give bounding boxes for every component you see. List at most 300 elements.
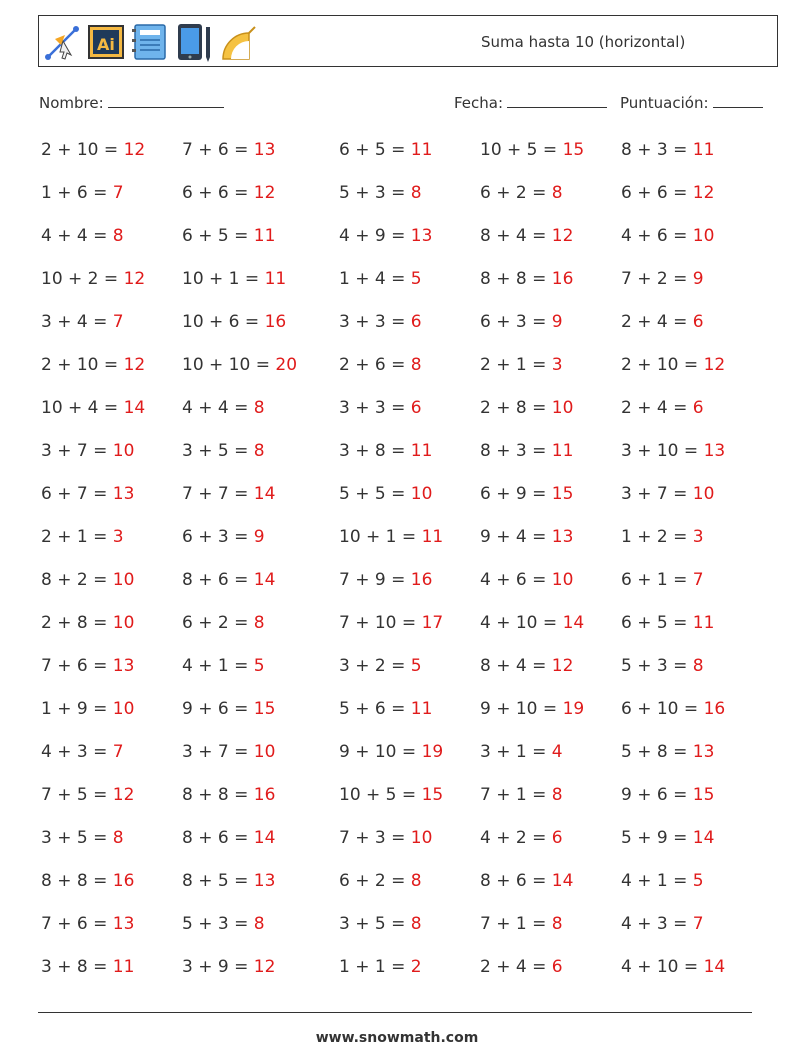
- problem-cell: [621, 183, 714, 203]
- problem-cell: [182, 914, 265, 934]
- problem-cell: [182, 527, 265, 547]
- problem-question: 7 + 7 =: [182, 484, 254, 504]
- problem-cell: [339, 355, 422, 375]
- problem-cell: [182, 226, 275, 246]
- problem-question: 7 + 9 =: [339, 570, 411, 590]
- problem-answer: 12: [253, 183, 276, 203]
- problem-answer: 10: [410, 828, 433, 848]
- problem-answer: 16: [253, 785, 276, 805]
- problem-question: 5 + 9 =: [621, 828, 693, 848]
- problem-question: 8 + 8 =: [41, 871, 113, 891]
- problem-question: 10 + 5 =: [480, 140, 563, 160]
- problem-question: 3 + 8 =: [41, 957, 113, 977]
- problem-answer: 6: [551, 828, 563, 848]
- problem-answer: 10: [692, 484, 715, 504]
- problem-answer: 15: [562, 140, 585, 160]
- problem-answer: 11: [410, 140, 433, 160]
- problem-question: 2 + 1 =: [41, 527, 113, 547]
- problem-cell: [41, 140, 145, 160]
- problem-cell: [182, 312, 286, 332]
- problem-cell: [480, 699, 584, 719]
- problem-question: 4 + 3 =: [621, 914, 693, 934]
- score-field[interactable]: [620, 93, 763, 112]
- problem-question: 3 + 7 =: [182, 742, 254, 762]
- problem-answer: 10: [112, 441, 135, 461]
- problem-answer: 2: [410, 957, 422, 977]
- problem-question: 2 + 8 =: [480, 398, 552, 418]
- problem-cell: [480, 871, 573, 891]
- problem-cell: [621, 785, 714, 805]
- problem-cell: [41, 871, 134, 891]
- problem-question: 8 + 5 =: [182, 871, 254, 891]
- problem-cell: [339, 957, 422, 977]
- problem-cell: [182, 656, 265, 676]
- problem-cell: [182, 398, 265, 418]
- problem-answer: 3: [112, 527, 124, 547]
- problem-answer: 13: [112, 914, 135, 934]
- problem-question: 9 + 6 =: [182, 699, 254, 719]
- problem-question: 6 + 1 =: [621, 570, 693, 590]
- problem-cell: [621, 226, 714, 246]
- problem-question: 6 + 3 =: [480, 312, 552, 332]
- problem-cell: [41, 828, 124, 848]
- problem-cell: [339, 613, 443, 633]
- problem-question: 3 + 5 =: [41, 828, 113, 848]
- problem-answer: 16: [410, 570, 433, 590]
- problem-question: 4 + 1 =: [182, 656, 254, 676]
- problem-row: [41, 613, 761, 656]
- problem-row: [41, 957, 761, 1000]
- problem-row: [41, 312, 761, 355]
- problem-question: 4 + 4 =: [41, 226, 113, 246]
- problem-row: [41, 355, 761, 398]
- problem-answer: 15: [551, 484, 574, 504]
- footer-divider: [38, 1012, 752, 1013]
- problem-cell: [182, 785, 275, 805]
- svg-text:Ai: Ai: [97, 35, 115, 54]
- problem-cell: [339, 140, 432, 160]
- problem-answer: 19: [421, 742, 444, 762]
- problem-answer: 7: [112, 742, 124, 762]
- name-field[interactable]: [39, 93, 224, 112]
- problem-answer: 11: [410, 699, 433, 719]
- problem-question: 3 + 4 =: [41, 312, 113, 332]
- problem-question: 10 + 4 =: [41, 398, 124, 418]
- problem-answer: 12: [123, 140, 146, 160]
- problem-cell: [41, 613, 134, 633]
- problem-question: 5 + 3 =: [339, 183, 411, 203]
- problem-question: 2 + 10 =: [41, 355, 124, 375]
- problem-question: 7 + 1 =: [480, 785, 552, 805]
- score-blank[interactable]: [713, 93, 763, 108]
- worksheet-title: Suma hasta 10 (horizontal): [481, 33, 686, 51]
- problem-answer: 9: [692, 269, 704, 289]
- problem-answer: 13: [112, 484, 135, 504]
- problem-question: 5 + 8 =: [621, 742, 693, 762]
- problem-question: 8 + 3 =: [621, 140, 693, 160]
- problem-answer: 8: [410, 871, 422, 891]
- problem-question: 1 + 4 =: [339, 269, 411, 289]
- problem-answer: 6: [551, 957, 563, 977]
- problem-cell: [41, 183, 124, 203]
- problem-cell: [182, 613, 265, 633]
- problem-answer: 13: [112, 656, 135, 676]
- problem-cell: [339, 183, 422, 203]
- problem-question: 4 + 3 =: [41, 742, 113, 762]
- problem-answer: 14: [703, 957, 726, 977]
- problem-question: 7 + 1 =: [480, 914, 552, 934]
- problem-answer: 9: [551, 312, 563, 332]
- problem-answer: 11: [410, 441, 433, 461]
- problem-answer: 12: [551, 226, 574, 246]
- problem-question: 1 + 2 =: [621, 527, 693, 547]
- problem-answer: 5: [410, 656, 422, 676]
- problem-question: 1 + 1 =: [339, 957, 411, 977]
- problem-cell: [339, 742, 443, 762]
- problem-answer: 11: [551, 441, 574, 461]
- problem-row: [41, 441, 761, 484]
- problem-cell: [621, 699, 725, 719]
- problem-answer: 12: [253, 957, 276, 977]
- problem-question: 2 + 10 =: [621, 355, 704, 375]
- problem-question: 7 + 2 =: [621, 269, 693, 289]
- problem-answer: 13: [703, 441, 726, 461]
- problem-question: 10 + 10 =: [182, 355, 276, 375]
- problem-cell: [339, 914, 422, 934]
- problem-row: [41, 828, 761, 871]
- problem-cell: [621, 312, 704, 332]
- problem-cell: [621, 742, 714, 762]
- problem-question: 5 + 3 =: [621, 656, 693, 676]
- problem-row: [41, 527, 761, 570]
- problem-cell: [339, 527, 443, 547]
- problem-answer: 16: [112, 871, 135, 891]
- problem-answer: 10: [112, 613, 135, 633]
- problem-answer: 11: [264, 269, 287, 289]
- problem-answer: 16: [703, 699, 726, 719]
- problem-cell: [339, 871, 422, 891]
- problem-answer: 3: [551, 355, 563, 375]
- problem-question: 4 + 10 =: [480, 613, 563, 633]
- problem-cell: [621, 484, 714, 504]
- problem-answer: 8: [253, 398, 265, 418]
- problem-question: 5 + 5 =: [339, 484, 411, 504]
- problem-cell: [339, 441, 432, 461]
- problem-cell: [41, 656, 134, 676]
- problem-answer: 10: [112, 570, 135, 590]
- problem-question: 9 + 4 =: [480, 527, 552, 547]
- problem-question: 10 + 5 =: [339, 785, 422, 805]
- problem-question: 3 + 9 =: [182, 957, 254, 977]
- problem-cell: [480, 785, 563, 805]
- problem-answer: 8: [410, 183, 422, 203]
- problem-cell: [621, 957, 725, 977]
- problem-answer: 8: [253, 914, 265, 934]
- problem-answer: 8: [551, 914, 563, 934]
- problem-cell: [339, 828, 432, 848]
- problem-cell: [480, 957, 563, 977]
- problem-question: 4 + 2 =: [480, 828, 552, 848]
- problem-answer: 8: [112, 226, 124, 246]
- problem-question: 10 + 1 =: [339, 527, 422, 547]
- problem-cell: [41, 441, 134, 461]
- problem-question: 2 + 4 =: [621, 312, 693, 332]
- problem-answer: 14: [123, 398, 146, 418]
- problem-cell: [182, 140, 275, 160]
- score-label: Puntuación:: [620, 94, 709, 112]
- problem-question: 3 + 5 =: [339, 914, 411, 934]
- problem-row: [41, 183, 761, 226]
- problem-question: 2 + 10 =: [41, 140, 124, 160]
- problem-answer: 12: [692, 183, 715, 203]
- problem-row: [41, 785, 761, 828]
- problem-question: 2 + 8 =: [41, 613, 113, 633]
- problem-cell: [41, 269, 145, 289]
- problem-question: 6 + 7 =: [41, 484, 113, 504]
- problem-cell: [41, 785, 134, 805]
- problem-question: 3 + 7 =: [41, 441, 113, 461]
- problem-cell: [182, 269, 286, 289]
- problem-question: 9 + 6 =: [621, 785, 693, 805]
- problem-cell: [621, 355, 725, 375]
- problem-question: 4 + 10 =: [621, 957, 704, 977]
- problem-answer: 4: [551, 742, 563, 762]
- problem-answer: 10: [551, 570, 574, 590]
- problem-question: 3 + 10 =: [621, 441, 704, 461]
- problem-question: 3 + 3 =: [339, 312, 411, 332]
- problem-cell: [41, 398, 145, 418]
- problem-question: 4 + 4 =: [182, 398, 254, 418]
- problem-question: 10 + 2 =: [41, 269, 124, 289]
- problem-answer: 19: [562, 699, 585, 719]
- problem-cell: [339, 269, 422, 289]
- problem-question: 2 + 4 =: [621, 398, 693, 418]
- problem-answer: 13: [253, 871, 276, 891]
- problem-answer: 8: [410, 914, 422, 934]
- problem-answer: 14: [253, 828, 276, 848]
- problem-answer: 11: [421, 527, 444, 547]
- problem-answer: 17: [421, 613, 444, 633]
- problem-question: 3 + 8 =: [339, 441, 411, 461]
- geometry-tool-icon: [43, 21, 81, 63]
- problem-question: 4 + 1 =: [621, 871, 693, 891]
- problem-question: 10 + 6 =: [182, 312, 265, 332]
- problem-row: [41, 742, 761, 785]
- problem-answer: 11: [692, 613, 715, 633]
- problem-answer: 13: [692, 742, 715, 762]
- problem-answer: 13: [551, 527, 574, 547]
- problem-row: [41, 226, 761, 269]
- problem-question: 2 + 4 =: [480, 957, 552, 977]
- problem-cell: [182, 828, 275, 848]
- problem-answer: 9: [253, 527, 265, 547]
- problem-question: 8 + 8 =: [182, 785, 254, 805]
- problem-cell: [621, 871, 704, 891]
- problem-question: 3 + 2 =: [339, 656, 411, 676]
- problem-question: 8 + 6 =: [182, 570, 254, 590]
- problem-answer: 7: [112, 312, 124, 332]
- date-label: Fecha:: [454, 94, 504, 112]
- problem-cell: [41, 527, 124, 547]
- problem-question: 6 + 3 =: [182, 527, 254, 547]
- problem-question: 3 + 3 =: [339, 398, 411, 418]
- problem-question: 6 + 2 =: [182, 613, 254, 633]
- problem-answer: 14: [562, 613, 585, 633]
- problem-cell: [621, 828, 714, 848]
- problem-question: 3 + 7 =: [621, 484, 693, 504]
- problem-cell: [339, 312, 422, 332]
- name-blank[interactable]: [108, 93, 224, 108]
- problem-answer: 8: [253, 441, 265, 461]
- problem-answer: 14: [253, 570, 276, 590]
- problem-row: [41, 699, 761, 742]
- problem-cell: [621, 656, 704, 676]
- problem-cell: [339, 656, 422, 676]
- problem-cell: [41, 226, 124, 246]
- problem-cell: [480, 312, 563, 332]
- illustrator-icon: [87, 21, 125, 63]
- problem-cell: [339, 570, 432, 590]
- problem-cell: [621, 613, 714, 633]
- problem-question: 6 + 6 =: [621, 183, 693, 203]
- problem-cell: [621, 441, 725, 461]
- problem-question: 1 + 9 =: [41, 699, 113, 719]
- problem-answer: 15: [421, 785, 444, 805]
- problem-grid: [41, 140, 761, 1000]
- problem-question: 4 + 9 =: [339, 226, 411, 246]
- problem-question: 8 + 3 =: [480, 441, 552, 461]
- problem-answer: 12: [551, 656, 574, 676]
- problem-answer: 7: [112, 183, 124, 203]
- problem-cell: [480, 828, 563, 848]
- problem-answer: 12: [112, 785, 135, 805]
- date-field[interactable]: [454, 93, 607, 112]
- problem-answer: 10: [410, 484, 433, 504]
- problem-answer: 5: [692, 871, 704, 891]
- problem-question: 6 + 5 =: [182, 226, 254, 246]
- problem-cell: [339, 398, 422, 418]
- problem-question: 6 + 2 =: [339, 871, 411, 891]
- problem-answer: 16: [551, 269, 574, 289]
- problem-answer: 8: [551, 183, 563, 203]
- problem-row: [41, 484, 761, 527]
- problem-question: 5 + 3 =: [182, 914, 254, 934]
- problem-answer: 10: [692, 226, 715, 246]
- problem-question: 3 + 1 =: [480, 742, 552, 762]
- problem-cell: [41, 570, 134, 590]
- problem-answer: 5: [253, 656, 265, 676]
- problem-cell: [41, 355, 145, 375]
- problem-question: 8 + 8 =: [480, 269, 552, 289]
- problem-cell: [41, 914, 134, 934]
- problem-question: 8 + 2 =: [41, 570, 113, 590]
- problem-answer: 14: [253, 484, 276, 504]
- problem-question: 6 + 5 =: [621, 613, 693, 633]
- problem-question: 2 + 6 =: [339, 355, 411, 375]
- problem-question: 6 + 6 =: [182, 183, 254, 203]
- problem-answer: 6: [410, 312, 422, 332]
- problem-row: [41, 570, 761, 613]
- problem-cell: [182, 441, 265, 461]
- problem-cell: [182, 871, 275, 891]
- problem-cell: [182, 742, 275, 762]
- problem-question: 3 + 5 =: [182, 441, 254, 461]
- notebook-icon: [131, 21, 169, 63]
- problem-answer: 12: [123, 269, 146, 289]
- problem-answer: 11: [253, 226, 276, 246]
- problem-cell: [480, 570, 573, 590]
- problem-cell: [182, 355, 297, 375]
- footer-url: www.snowmath.com: [315, 1030, 479, 1046]
- problem-question: 6 + 5 =: [339, 140, 411, 160]
- problem-cell: [182, 183, 275, 203]
- problem-cell: [339, 699, 432, 719]
- problem-question: 7 + 5 =: [41, 785, 113, 805]
- problem-cell: [621, 269, 704, 289]
- problem-answer: 10: [112, 699, 135, 719]
- problem-cell: [621, 914, 704, 934]
- problem-answer: 15: [692, 785, 715, 805]
- problem-answer: 6: [692, 398, 704, 418]
- problem-row: [41, 914, 761, 957]
- problem-answer: 12: [703, 355, 726, 375]
- problem-answer: 8: [253, 613, 265, 633]
- problem-answer: 20: [275, 355, 298, 375]
- problem-question: 7 + 6 =: [41, 914, 113, 934]
- problem-answer: 10: [551, 398, 574, 418]
- problem-cell: [480, 484, 573, 504]
- problem-cell: [339, 484, 432, 504]
- problem-question: 10 + 1 =: [182, 269, 265, 289]
- worksheet-header: [38, 15, 778, 67]
- problem-cell: [480, 914, 563, 934]
- problem-row: [41, 398, 761, 441]
- problem-cell: [621, 570, 704, 590]
- problem-answer: 13: [410, 226, 433, 246]
- problem-cell: [621, 398, 704, 418]
- problem-question: 6 + 9 =: [480, 484, 552, 504]
- problem-question: 7 + 3 =: [339, 828, 411, 848]
- date-blank[interactable]: [507, 93, 607, 108]
- problem-question: 8 + 4 =: [480, 656, 552, 676]
- problem-answer: 11: [112, 957, 135, 977]
- problem-answer: 10: [253, 742, 276, 762]
- problem-row: [41, 871, 761, 914]
- problem-cell: [41, 742, 124, 762]
- problem-question: 9 + 10 =: [480, 699, 563, 719]
- problem-cell: [182, 570, 275, 590]
- problem-cell: [480, 441, 573, 461]
- problem-question: 7 + 6 =: [182, 140, 254, 160]
- protractor-icon: [219, 21, 257, 63]
- problem-question: 6 + 2 =: [480, 183, 552, 203]
- problem-answer: 3: [692, 527, 704, 547]
- problem-cell: [480, 613, 584, 633]
- name-label: Nombre:: [39, 94, 104, 112]
- problem-answer: 7: [692, 570, 704, 590]
- problem-answer: 8: [692, 656, 704, 676]
- problem-cell: [480, 355, 563, 375]
- problem-answer: 13: [253, 140, 276, 160]
- problem-question: 4 + 6 =: [621, 226, 693, 246]
- problem-answer: 14: [551, 871, 574, 891]
- problem-cell: [339, 226, 432, 246]
- problem-question: 9 + 10 =: [339, 742, 422, 762]
- problem-cell: [182, 699, 275, 719]
- problem-cell: [480, 269, 573, 289]
- problem-cell: [621, 140, 714, 160]
- problem-question: 4 + 6 =: [480, 570, 552, 590]
